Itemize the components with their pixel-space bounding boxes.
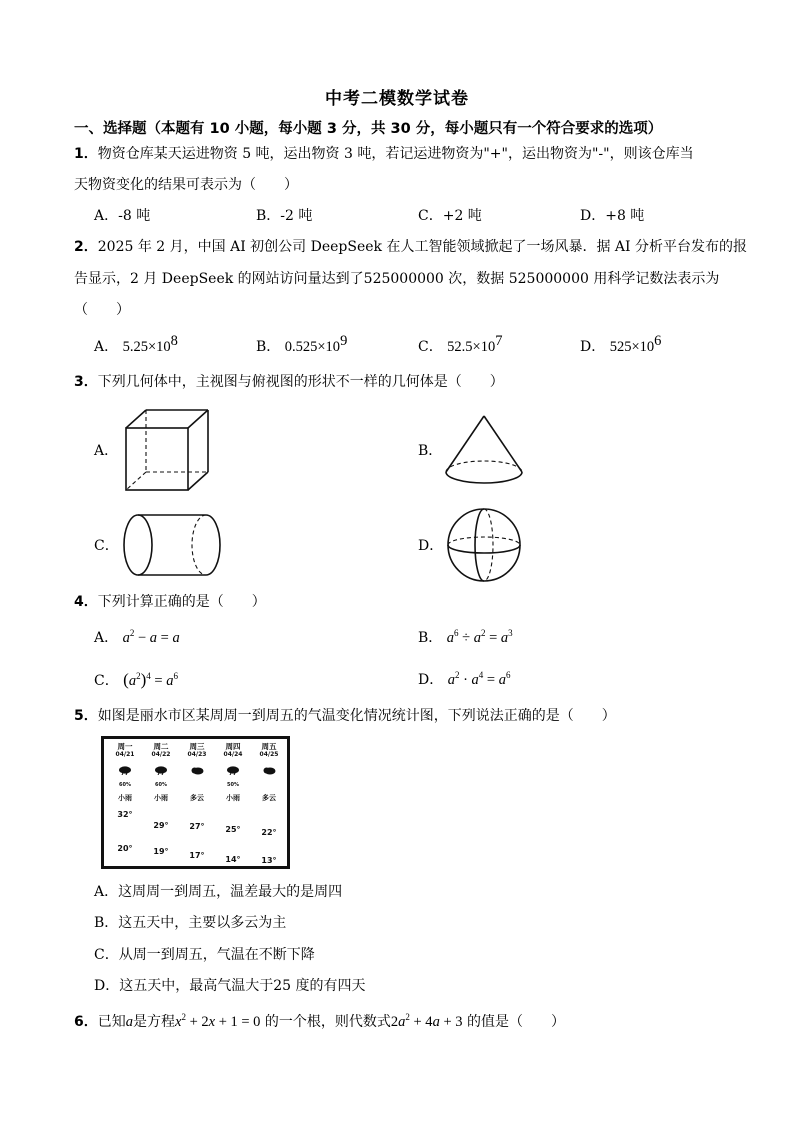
question-number: 2． [74,239,98,255]
cloud-icon [190,766,204,775]
q1-option-d: D．+8 吨 [580,208,645,224]
q3-option-b-label: B． [418,443,443,459]
q5-option-a: A．这周周一到周五，温差最大的是周四 [94,884,343,900]
question-2-line3: （ ） [74,302,130,318]
question-5 [74,707,616,725]
question-number: 4． [74,594,98,610]
question-3 [74,373,504,391]
weather-chart: 周一 04/21 60% 小雨 32° 20° 周二 04/22 60% 小雨 29° 19° 周三 04/23 多云 27° 17° 周四 04/24 50% 小雨 25° 14° 周五 04/25 多云 22° 13° [101,736,290,869]
question-2 [74,238,747,256]
question-text: 下列计算正确的是（ ） [97,594,266,610]
question-number: 3． [74,374,98,390]
q3-option-c-label: C． [94,538,119,554]
q4-option-b: B． $a^6 \div a^2 = a^3$ [418,628,513,646]
question-number: 1． [74,146,98,162]
q2-option-c: C． $52.5\times 10^7$ [418,333,503,355]
section-heading: 一、选择题（本题有 10 小题，每小题 3 分，共 30 分，每小题只有一个符合要求的选项） [74,121,663,137]
question-6: 6．已知a是方程$x^2 + 2x + 1 = 0$ 的一个根，则代数式$2a^2 + 4a + 3$ 的值是（ ） [74,1012,565,1030]
rain-cloud-icon [154,766,168,775]
question-1-line2: 天物资变化的结果可表示为（ ） [74,177,298,193]
cone-figure [442,414,526,486]
page-title: 中考二模数学试卷 [325,89,469,109]
question-1 [74,145,694,163]
question-text: 如图是丽水市区某周周一到周五的气温变化情况统计图，下列说法正确的是（ ） [97,708,616,724]
cloud-icon [262,766,276,775]
q4-option-c: C． $(a^2)^4 = a^6$ [94,670,178,689]
q5-option-b: B．这五天中，主要以多云为主 [94,915,287,931]
q1-option-a: A．-8 吨 [94,208,151,224]
q1-option-c: C．+2 吨 [418,208,482,224]
q4-option-a: A． $a^2 - a = a$ [94,628,180,646]
sphere-figure [444,506,524,584]
q5-option-d: D．这五天中，最高气温大于25 度的有四天 [94,978,366,994]
question-text: 物资仓库某天运进物资 5 吨，运出物资 3 吨，若记运进物资为"+"，运出物资为"-"，则该仓库当 [97,146,694,162]
q2-option-a: A． $5.25\times 10^8$ [94,333,178,355]
question-text: 下列几何体中，主视图与俯视图的形状不一样的几何体是（ ） [97,374,504,390]
question-number: 6． [74,1014,98,1030]
question-number: 5． [74,708,98,724]
q4-option-d: D． $a^2 \cdot a^4 = a^6$ [418,670,511,688]
question-2-line2: 告显示，2 月 DeepSeek 的网站访问量达到了525000000 次，数据 525000000 用科学记数法表示为 [74,271,720,287]
q2-option-d: D． $525\times 10^6$ [580,333,662,355]
cylinder-figure [120,512,224,578]
q3-option-a-label: A． [94,443,119,459]
rain-cloud-icon [226,766,240,775]
cube-figure [120,408,210,492]
rain-cloud-icon [118,766,132,775]
question-text: 2025 年 2 月，中国 AI 初创公司 DeepSeek 在人工智能领域掀起了一场风暴．据 AI 分析平台发布的报 [97,239,748,255]
q1-option-b: B．-2 吨 [256,208,313,224]
q5-option-c: C．从周一到周五，气温在不断下降 [94,947,315,963]
q2-option-b: B． $0.525\times 10^9$ [256,333,348,355]
question-4 [74,593,266,611]
q3-option-d-label: D． [418,538,444,554]
